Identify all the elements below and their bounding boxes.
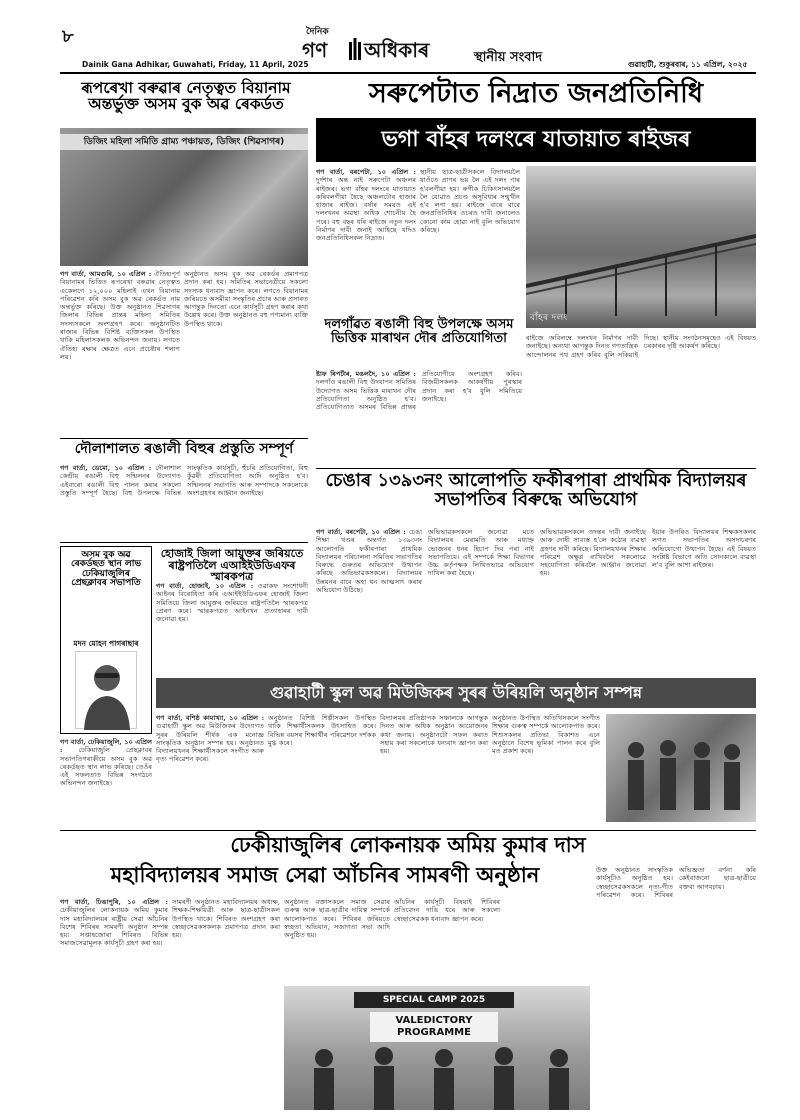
dateline: গণ বাৰ্তা, ঢিঙাপুৰি, ১০ এপ্ৰিল : bbox=[60, 898, 168, 906]
record-box bbox=[60, 546, 152, 734]
photo-label: বাঁহৰ দলং bbox=[530, 313, 568, 323]
story-text: ঢেকিয়াজুলি প্ৰেছক্লাবৰ সভাপতিগৰাকীয়ে অসম বুক অৱ ৰেকৰ্ডছত স্থান লাভ কৰিছে। তেওঁৰ এই সফলতাত বিভিন্ন সংগঠনে অভিনন্দন জনাইছে। bbox=[60, 746, 152, 788]
marathon-headline: দলগাঁৱত ৰঙালী বিহু উপলক্ষে অসম ভিত্তিক মাৰাথন দৌৰ প্ৰতিযোগিতা bbox=[324, 317, 514, 346]
masthead-date: গুৱাহাটী, শুকুৰবাৰ, ১১ এপ্ৰিল, ২০২৫ bbox=[628, 60, 748, 69]
dateline: গণ বাৰ্তা, বৰপেটা, ১০ এপ্ৰিল : bbox=[316, 168, 416, 176]
story-text: ওৱাকফ সংশোধনী আইনৰ বিৰোধিতা কৰি এআইইউডিএফৰ হোজাই জিলা সমিতিয়ে জিলা আয়ুক্তৰ জৰিয়তে ৰাষ্ট্ৰপতিলৈ স্মাৰকপত্ৰ প্ৰেৰণ কৰে। স্মাৰকপত্ৰত আইনখন প্ৰত্যাহাৰৰ দাবী জনোৱা হয়। bbox=[156, 582, 308, 624]
music-body-col1 bbox=[156, 714, 264, 826]
page-number: ৮ bbox=[62, 26, 74, 47]
story-text: দৌলাশাল কেন্দ্ৰীয় ৰঙালী বিহু সন্মিলনৰ উদ্যোগত এইবাৰো ৰঙালী বিহু পালন কৰাৰ সকলো প্ৰস্তুতি সম্পূৰ্ণ হৈছে। বিহু উপলক্ষে বিভিন্ন সাংস্কৃতিক কাৰ্যসূচী, হুঁচৰি প্ৰতিযোগিতা, বিহু কুঁৱৰী প্ৰতিযোগিতা আদি অনুষ্ঠিত হ'ব। সন্মিলনৰ সভাপতি আৰু সম্পাদকে সকলোকে অংশগ্ৰহণৰ আহ্বান জনাইছে। bbox=[60, 464, 308, 497]
logo-small-word: দৈনিক bbox=[306, 27, 329, 37]
college-body-col1 bbox=[60, 898, 168, 1110]
music-body-col2: অনুষ্ঠানত বিশিষ্ট শিল্পীসকল উপস্থিত থাকি শিক্ষাৰ্থীসকলক উৎসাহিত কৰে। বিভিন্ন বয়সৰ শিক্ষাৰ্থীৰ পৰিৱেশনে দৰ্শকক মুগ্ধ কৰে। bbox=[268, 714, 376, 747]
dateline: গণ বাৰ্তা, হোজাই, ১০ এপ্ৰিল : bbox=[156, 582, 254, 590]
lead-body-col1 bbox=[316, 168, 416, 314]
record-body bbox=[60, 738, 152, 824]
lead-headline: সৰুপেটাত নিদ্ৰাত জনপ্ৰতিনিধি bbox=[369, 78, 703, 109]
music-headline: গুৱাহাটী স্কুল অৱ মিউজিকৰ সুৰৰ উৰিয়লি অনুষ্ঠান সম্পন্ন bbox=[156, 678, 756, 708]
photo-banner-text: ডিজিং মহিলা সমিতি গ্ৰাম্য পঞ্চায়ত, ডিজিং (শিৱসাগৰ) bbox=[60, 134, 308, 150]
logo-emblem-icon bbox=[348, 38, 362, 60]
lead-bridge-photo bbox=[526, 166, 756, 328]
divider bbox=[60, 542, 308, 543]
story-text: ঢেকীয়াজুলিৰ লোকনায়ক অমিয় কুমাৰ দাস মহাবিদ্যালয়ৰ ৰাষ্ট্ৰীয় সেৱা আঁচনিৰ বিশেষ শিবিৰৰ সামৰণী অনুষ্ঠান সম্পন্ন হয়। সপ্তাহজোৰা শিবিৰত বিভিন্ন সমাজসেৱামূলক কাৰ্যসূচী গ্ৰহণ কৰা হয়। bbox=[60, 906, 168, 948]
dateline: গণ বাৰ্তা, বশিষ্ঠ কামাখ্যা, ১০ এপ্ৰিল : bbox=[156, 714, 264, 722]
college-body-col3: অনুষ্ঠানত বক্তাসকলে সমাজ সেৱাৰ গুৰুত্ব আৰু ছাত্ৰ-ছাত্ৰীৰ দায়িত্ব সম্পৰ্কে আলোকপাত কৰে। শিবিৰৰ জৰিয়তে স্বচ্ছতা অভিযান, সজাগতা সভা আদি অনুষ্ঠিত হয়। bbox=[284, 898, 390, 940]
story-text: চেঙা শিক্ষা খণ্ডৰ অন্তৰ্গত ১৩৯৩নং আলোপতি ফকীৰপাৰা প্ৰাথমিক বিদ্যালয়ৰ পৰিচালনা সমিতিৰ সভাপতিৰ বিৰুদ্ধে গুৰুতৰ অভিযোগ উত্থাপন কৰিছে অভিভাৱকসকলে। বিদ্যালয়ৰ উন্নয়নৰ বাবে অহা ধন আত্মসাৎ কৰাৰ অভিযোগ উঠিছে। bbox=[316, 528, 422, 595]
college-body-col2: সামৰণী অনুষ্ঠানত মহাবিদ্যালয়ৰ অধ্যক্ষ, শিক্ষক-শিক্ষয়িত্ৰী আৰু ছাত্ৰ-ছাত্ৰীসকল উপস্থিত থাকে। শিবিৰত অংশগ্ৰহণ কৰা স্বেচ্ছাসেৱকসকলক প্ৰমাণপত্ৰ প্ৰদান কৰা হয়। bbox=[172, 898, 280, 940]
hojai-body bbox=[156, 582, 308, 672]
college-headline-line2: মহাবিদ্যালয়ৰ সমাজ সেৱা আঁচনিৰ সামৰণী অনুষ্ঠান bbox=[110, 863, 540, 887]
story-text: গুৱাহাটী স্কুল অৱ মিউজিকৰ উদ্যোগত সুৰৰ উৰিয়লি শীৰ্ষক এক মনোজ্ঞ সাংস্কৃতিক অনুষ্ঠান সম্পন্ন হয়। অনুষ্ঠানত বিদ্যালয়খনৰ শিক্ষাৰ্থীসকলে সংগীত আৰু নৃত্য পৰিৱেশন কৰে। bbox=[156, 722, 264, 764]
avatar bbox=[75, 651, 137, 729]
college-body-col4: আঁচনিৰ কাৰ্যসূচী বিষয়াই শিবিৰৰ প্ৰতিবেদন দাঙি ধৰে আৰু সকলো স্বেচ্ছাসেৱকক ধন্যবাদ জ্ঞাপন কৰে। bbox=[394, 898, 500, 923]
book-release-headline: ৰূপৰেখা বৰুৱাৰ নেতৃত্বত বিয়ানাম অন্তৰ্ভুক্ত অসম বুক অৱ ৰেকৰ্ডত bbox=[81, 79, 291, 114]
school-body-col3: অভিভাৱকসকলে তদন্তৰ দাবী জনাইছে আৰু দোষী সাব্যস্ত হ'লে কঠোৰ ব্যৱস্থা গ্ৰহণৰ দাবী কৰিছে। বিদ্যালয়খনৰ শিক্ষাৰ পৰিৱেশ অক্ষুণ্ণ ৰাখিবলৈ সকলোৱে সহযোগিতা কৰিবলৈ আহ্বান জনোৱা হয়। bbox=[540, 528, 646, 578]
masthead-rule bbox=[60, 72, 756, 74]
lead-body-col3: ৰাইজে অবিলম্বে দলংখন নিৰ্মাণৰ দাবী জনাইছে। অন্যথা আগন্তুক দিনত গণতান্ত্ৰিক আন্দোলনৰ পথ গ্ৰহণ কৰিব বুলি সকিয়াই দিছে। স্থানীয় সংগঠনসমূহেও এই বিষয়ত চৰকাৰৰ দৃষ্টি আকৰ্ষণ কৰিছে। bbox=[526, 334, 756, 359]
dolshal-headline: দৌলাশালত ৰঙালী বিহুৰ প্ৰস্তুতি সম্পূৰ্ণ bbox=[74, 441, 294, 457]
college-headline-line1: ঢেকীয়াজুলিৰ লোকনায়ক অমিয় কুমাৰ দাস bbox=[230, 833, 586, 857]
music-body-col4: অনুষ্ঠানত উপস্থিত অতিথিসকলে সংগীত শিক্ষাৰ গুৰুত্ব সম্পৰ্কে আলোকপাত কৰে। শিশুসকলৰ প্ৰতিভা বিকাশত এনে অনুষ্ঠানে বিশেষ ভূমিকা পালন কৰে বুলি মত প্ৰকাশ কৰে। bbox=[492, 714, 600, 756]
dateline: গণ বাৰ্তা, ঢেকিয়াজুলি, ১০ এপ্ৰিল : bbox=[60, 738, 152, 755]
dateline: গণ বাৰ্তা, আমগুৰি, ১০ এপ্ৰিল : bbox=[60, 270, 152, 278]
section-name: স্থানীয় সংবাদ bbox=[474, 50, 543, 65]
marathon-body bbox=[316, 370, 522, 464]
school-body-col4: ইয়াৰ উপৰিও বিদ্যালয়ৰ শিক্ষকসকলৰ লগত সভাপতিৰ অসদাচৰণৰ অভিযোগো উত্থাপন হৈছে। এই বিষয়ত সংশ্লিষ্ট বিভাগে অতি সোনকালে ব্যৱস্থা ল'ব বুলি আশা ৰাইজৰ। bbox=[652, 528, 756, 570]
divider bbox=[60, 438, 308, 439]
college-photo bbox=[284, 986, 590, 1110]
school-headline: চেঙাৰ ১৩৯৩নং আলোপতি ফকীৰপাৰা প্ৰাথমিক বিদ্যালয়ৰ সভাপতিৰ বিৰুদ্ধে অভিযোগ bbox=[325, 470, 747, 510]
story-text: দুৰ্দশাৰ অন্ত নাই সৰুপেটা অঞ্চলৰ ৰাইজৰ। ভগা বাঁহৰ দলংৰে যাতায়াত কৰিবলগীয়া হৈছে অঞ্চলটোৰ হাজাৰ হাজাৰ ৰাইজ। বৰ্ষাৰ সময়ত এই দলংখনৰ অৱস্থা অধিক শোচনীয় হৈ পৰে। বহু বছৰ ধৰি ৰাইজে নতুন দলং নিৰ্মাণৰ দাবী জনাই আহিছে যদিও জনপ্ৰতিনিধিসকল নিদ্ৰাত। bbox=[316, 176, 416, 243]
masthead-logo bbox=[296, 26, 466, 66]
music-photo bbox=[606, 714, 756, 822]
music-body-col3: বিদ্যালয়ৰ প্ৰতিষ্ঠাপক সঞ্চালকে আগন্তুক দিনত আৰু অধিক অনুষ্ঠান আয়োজনৰ কথা জনায়। অনুষ্ঠানটো সফল কৰাত সহায় কৰা সকলোকে ধন্যবাদ জ্ঞাপন কৰা হয়। bbox=[380, 714, 488, 756]
book-release-photo bbox=[60, 128, 308, 266]
divider bbox=[60, 830, 756, 831]
logo-left-word: গণ bbox=[302, 38, 328, 62]
story-text: দলগাঁও ৰঙালী বিহু উদযাপন সমিতিৰ উদ্যোগত অসম ভিত্তিক মাৰাথন দৌৰ প্ৰতিযোগিতা অনুষ্ঠিত হ'ব। প্ৰতিযোগিতাত অসমৰ বিভিন্ন প্ৰান্তৰ প্ৰতিযোগীয়ে অংশগ্ৰহণ কৰিব। বিজয়ীসকলক আকৰ্ষণীয় পুৰস্কাৰ প্ৰদান কৰা হ'ব বুলি সমিতিয়ে জনাইছে। bbox=[316, 370, 522, 412]
photo-board-text: VALEDICTORY PROGRAMME bbox=[370, 1012, 498, 1042]
logo-right-word: অধিকাৰ bbox=[364, 38, 430, 62]
dateline: গণ বাৰ্তা, বৰপেটা, ১০ এপ্ৰিল : bbox=[316, 528, 406, 536]
book-release-body-right: অনুষ্ঠানত অসম বুক অৱ ৰেকৰ্ডৰ প্ৰমাণপত্ৰ প্ৰদান কৰা হয়। সমিতিৰ সভানেত্ৰীয়ে সকলো সদস্যক ধন্যবাদ জ্ঞাপন কৰে। লগতে বিয়ানামৰ জৰিয়তে অসমীয়া সংস্কৃতিৰ প্ৰচাৰ আৰু প্ৰসাৰত আগন্তুক দিনতো এনে কাৰ্যসূচী গ্ৰহণ কৰাৰ কথা উল্লেখ কৰে। উক্ত অনুষ্ঠানত বহু গণ্যমান্য ব্যক্তি উপস্থিত থাকে। bbox=[184, 270, 308, 328]
dolshal-body bbox=[60, 464, 308, 540]
divider bbox=[316, 468, 756, 469]
masthead-english-line: Dainik Gana Adhikar, Guwahati, Friday, 11 April, 2025 bbox=[82, 60, 309, 69]
school-body-col2: অভিভাৱকসকলে জনোৱা মতে বিদ্যালয়ৰ মেৰামতি আৰু মধ্যাহ্ন ভোজনৰ ধনৰ হিচাপ দিব পৰা নাই সভাপতিয়ে। এই সম্পৰ্কে শিক্ষা বিভাগৰ উচ্চ কৰ্তৃপক্ষক লিখিতভাৱে অভিযোগ দাখিল কৰা হৈছে। bbox=[428, 528, 534, 578]
lead-subheadline: ভগা বাঁহৰ দলংৰে যাতায়াত ৰাইজৰ bbox=[316, 118, 756, 162]
dateline: ষ্টাফ ৰিপৰ্টাৰ, মঙলদৈ, ১০ এপ্ৰিল : bbox=[316, 370, 416, 378]
record-headline: অসম বুক অৱ ৰেকৰ্ডছত স্থান লাভ ঢেকিয়াজুলিৰ প্ৰেছক্লাবৰ সভাপতি bbox=[70, 550, 142, 589]
hojai-headline: হোজাই জিলা আয়ুক্তৰ জৰিয়তে ৰাষ্ট্ৰপতিলৈ এআইইউডিএফৰ স্মাৰকপত্ৰ bbox=[160, 547, 304, 584]
record-byline: মদন মোহন পাগৰাছাৰ bbox=[73, 639, 139, 648]
story-text: ঐতিহ্যপূৰ্ণ বিয়ানামৰ ভিত্তিত ৰূপৰেখা বৰুৱাৰ নেতৃত্বত একেলগে ১২,০০০ মহিলাই এখন বিয়ানাম পৰিৱেশন কৰি অসম বুক অৱ ৰেকৰ্ডত নাম অন্তৰ্ভুক্ত কৰিছে। উক্ত অনুষ্ঠানত শিৱসাগৰ জিলাৰ বিভিন্ন প্ৰান্তৰ মহিলা সমিতিৰ সদস্যসকলে অংশগ্ৰহণ কৰে। অনুষ্ঠানটিত ৰাজ্যৰ বিভিন্ন বিশিষ্ট ব্যক্তিসকল উপস্থিত থাকি মহিলাসকলক অভিনন্দন জনায়। লগতে ঐতিহ্য ৰক্ষাৰ ক্ষেত্ৰত এনে প্ৰচেষ্টাৰ শলাগ লয়। bbox=[60, 270, 180, 361]
dateline: গণ বাৰ্তা, ডেমো, ১০ এপ্ৰিল : bbox=[60, 464, 152, 472]
college-body-col5: উক্ত অনুষ্ঠানত সাংস্কৃতিক কাৰ্যসূচীও অনুষ্ঠিত হয়। স্বেচ্ছাসেৱকসকলে নৃত্য-গীত পৰিৱেশন কৰে। শিবিৰৰ অভিজ্ঞতা বৰ্ণনা কৰি কেইবাজনো ছাত্ৰ-ছাত্ৰীয়ে বক্তব্য আগবঢ়ায়। bbox=[596, 866, 756, 899]
photo-banner-text: SPECIAL CAMP 2025 bbox=[354, 992, 514, 1008]
book-release-body-left bbox=[60, 270, 180, 436]
school-body-col1 bbox=[316, 528, 422, 678]
lead-body-col2: স্থানীয় ছাত্ৰ-ছাত্ৰীসকলে বিদ্যালয়লৈ যাওঁতে প্ৰাণৰ ভয় লৈ এই দলং পাৰ হ'বলগীয়া হয়। ৰুগীক চিকিৎসালয়লৈ লৈ যোৱাত প্ৰচণ্ড অসুবিধাৰ সন্মুখীন হ'ব লগা হয়। ৰাইজে বাৰে বাৰে জনপ্ৰতিনিধিৰ ওচৰত দাবী জনালেও কোনো কাম হোৱা নাই বুলি অভিযোগ কৰিছে। bbox=[420, 168, 520, 235]
